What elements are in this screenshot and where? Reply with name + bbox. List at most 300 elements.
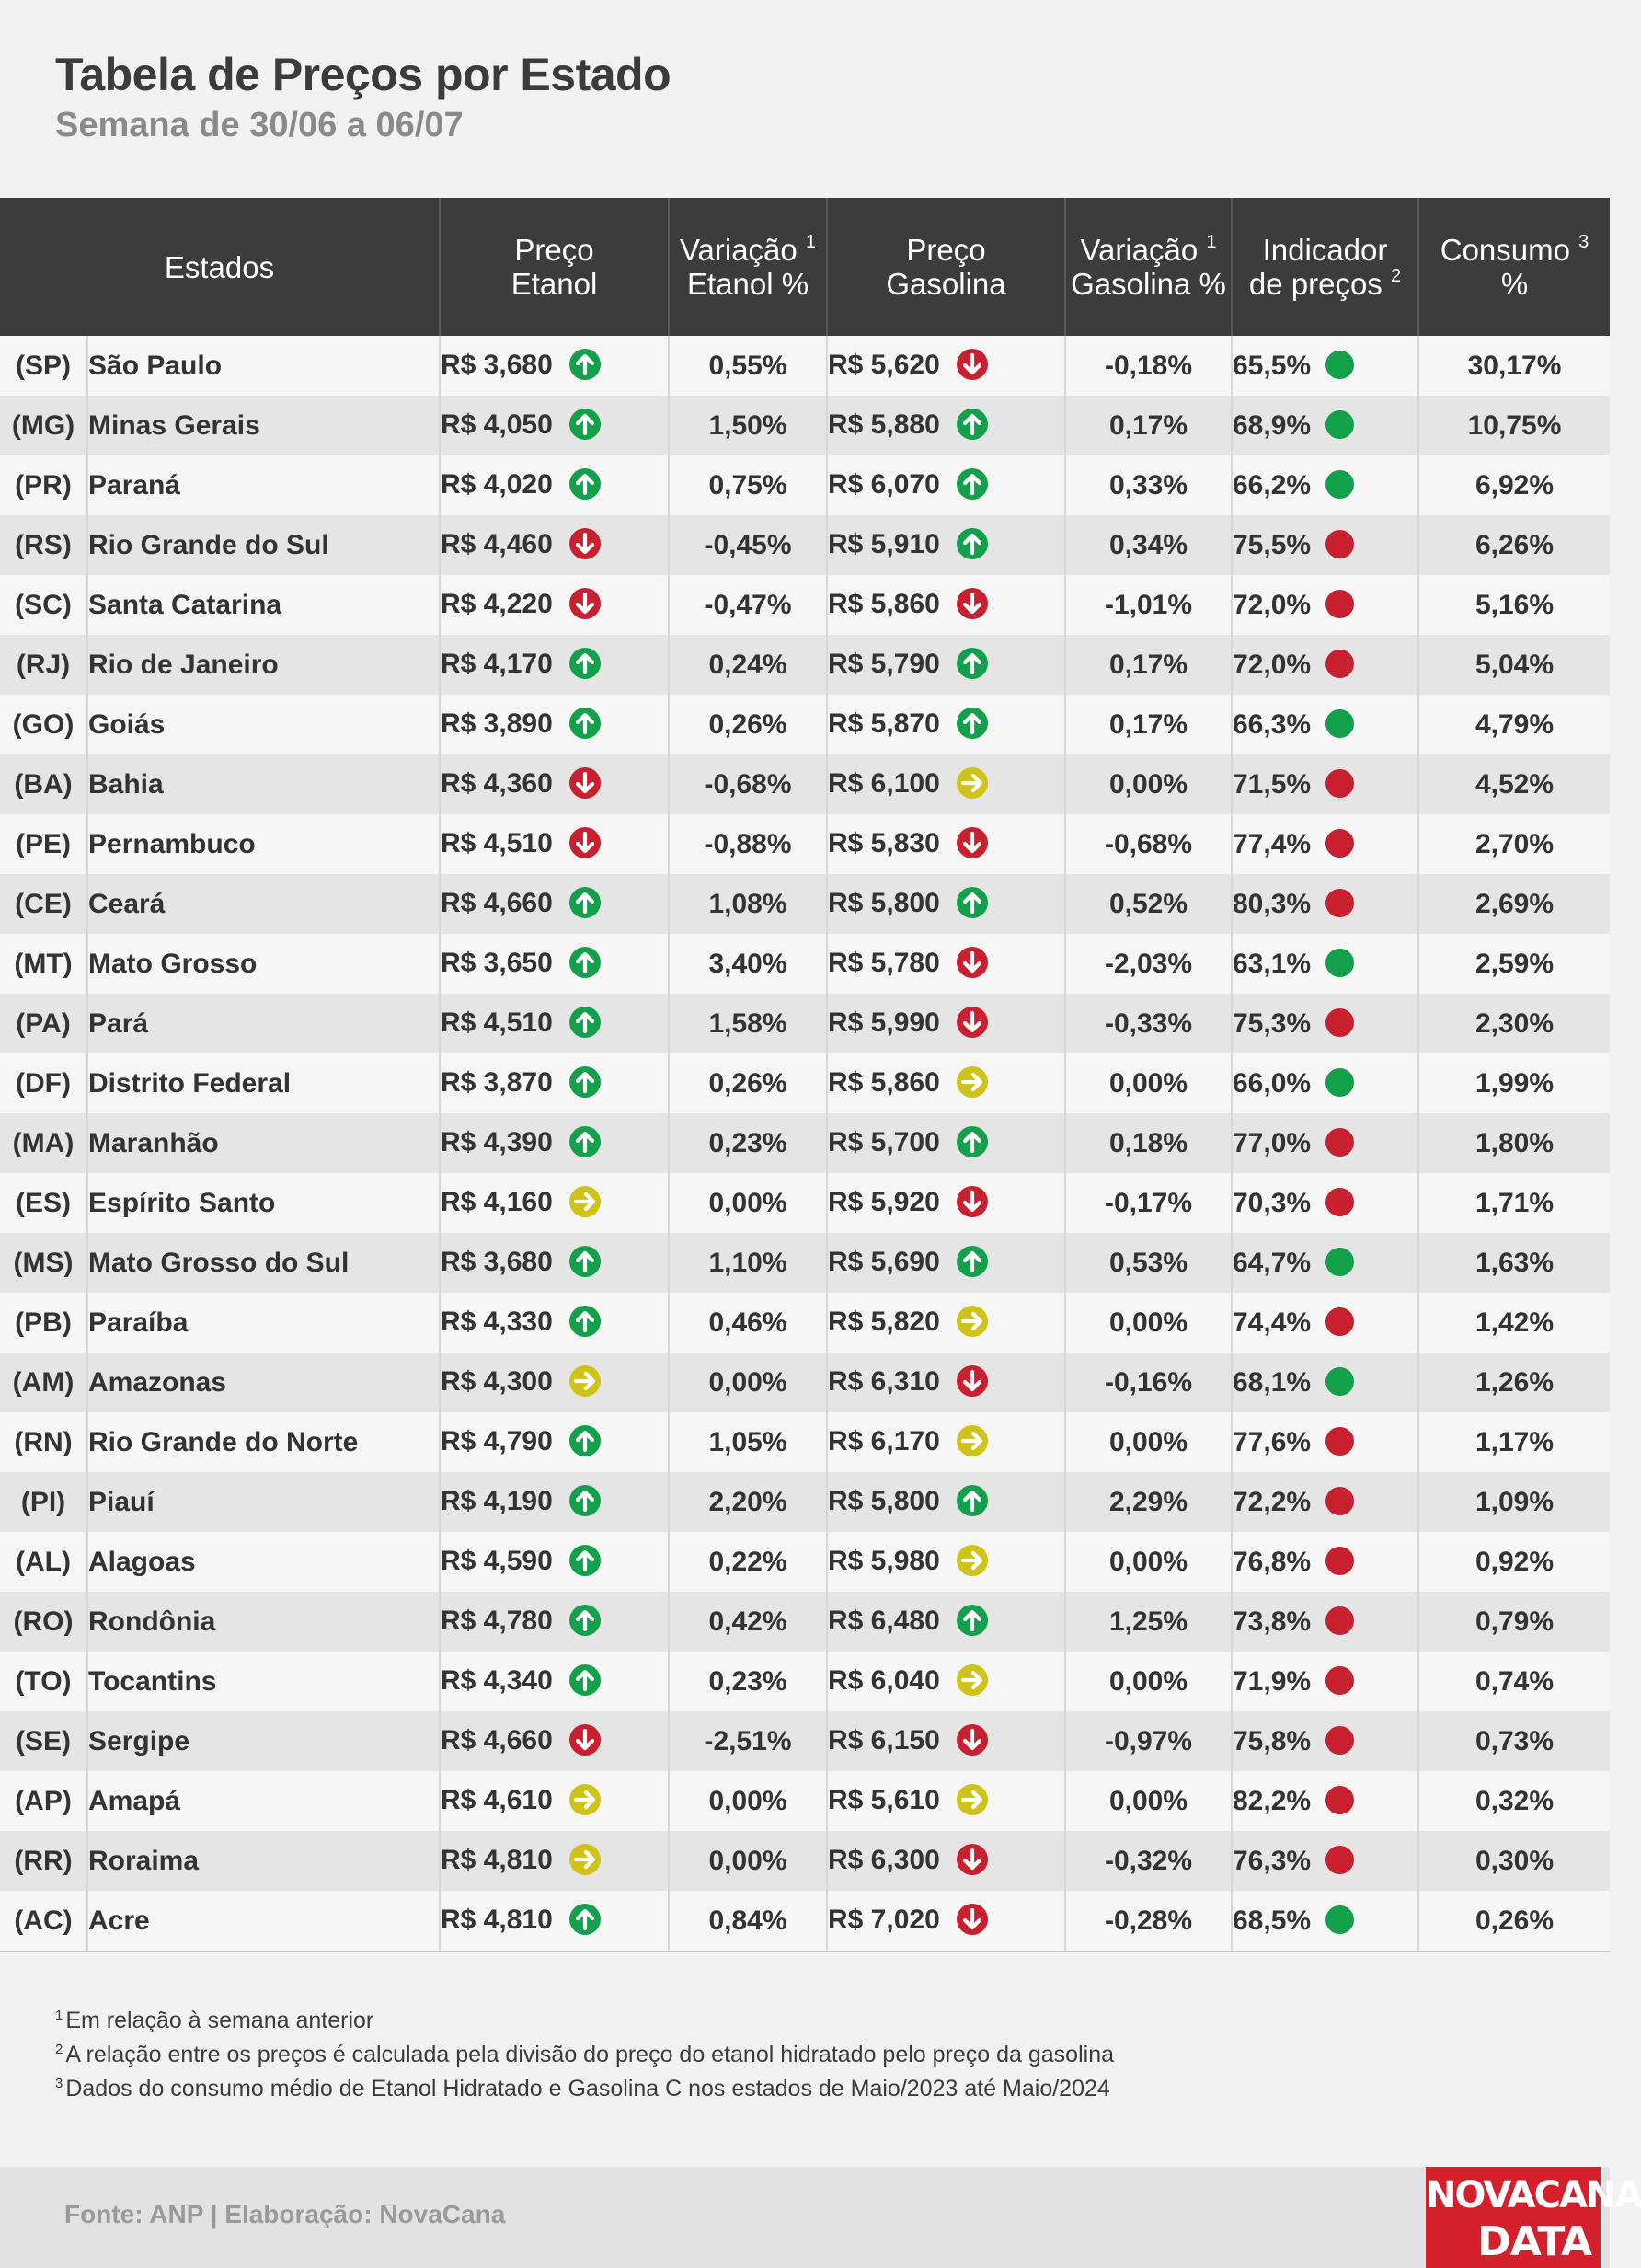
state-name: Alagoas bbox=[87, 1532, 440, 1592]
ethanol-variation: 3,40% bbox=[669, 934, 827, 994]
gasoline-variation: 0,17% bbox=[1065, 695, 1232, 754]
status-dot-green-icon bbox=[1325, 1248, 1354, 1276]
gasoline-price-cell bbox=[827, 1233, 1065, 1293]
ethanol-price: R$ 4,050 bbox=[441, 409, 553, 440]
table-row bbox=[0, 1233, 1610, 1293]
price-indicator: 73,8% bbox=[1233, 1606, 1312, 1637]
gasoline-price: R$ 5,800 bbox=[828, 1485, 940, 1516]
price-indicator-cell bbox=[1232, 1293, 1418, 1353]
arrow-up-icon bbox=[569, 1306, 601, 1337]
gasoline-variation: 0,53% bbox=[1065, 1233, 1232, 1293]
consumption-share: 2,70% bbox=[1418, 814, 1610, 874]
state-code: (RO) bbox=[0, 1592, 87, 1652]
gasoline-price: R$ 5,860 bbox=[828, 1066, 940, 1098]
table-row bbox=[0, 1592, 1610, 1652]
arrow-down-icon bbox=[957, 1186, 988, 1217]
gasoline-price-cell bbox=[827, 1532, 1065, 1592]
price-indicator: 65,5% bbox=[1233, 350, 1312, 381]
gasoline-variation: 0,00% bbox=[1065, 1652, 1232, 1711]
arrow-up-icon bbox=[569, 947, 601, 978]
price-indicator-cell bbox=[1232, 396, 1418, 455]
consumption-share: 0,79% bbox=[1418, 1592, 1610, 1652]
ethanol-price-cell bbox=[440, 695, 669, 754]
gasoline-price-cell bbox=[827, 874, 1065, 934]
page-title: Tabela de Preços por Estado bbox=[55, 49, 671, 100]
source-credit: Fonte: ANP | Elaboração: NovaCana bbox=[64, 2200, 506, 2228]
ethanol-price: R$ 4,510 bbox=[441, 827, 553, 858]
price-indicator: 72,0% bbox=[1233, 649, 1312, 680]
gasoline-price: R$ 5,880 bbox=[828, 409, 940, 440]
table-row bbox=[0, 635, 1610, 695]
arrow-up-icon bbox=[957, 468, 988, 500]
ethanol-price-cell bbox=[440, 1353, 669, 1412]
state-name: Pará bbox=[87, 994, 440, 1053]
arrow-right-icon bbox=[957, 1545, 988, 1576]
price-indicator: 71,9% bbox=[1233, 1665, 1312, 1697]
ethanol-price: R$ 4,790 bbox=[441, 1425, 553, 1456]
price-indicator: 75,3% bbox=[1233, 1007, 1312, 1039]
price-indicator: 68,9% bbox=[1233, 409, 1312, 441]
state-name: Maranhão bbox=[87, 1113, 440, 1173]
arrow-up-icon bbox=[569, 1425, 601, 1456]
ethanol-price: R$ 4,160 bbox=[441, 1186, 553, 1217]
table-row bbox=[0, 1891, 1610, 1951]
state-name: Espírito Santo bbox=[87, 1173, 440, 1233]
ethanol-variation: 0,26% bbox=[669, 695, 827, 754]
state-name: Amapá bbox=[87, 1771, 440, 1831]
gasoline-price: R$ 5,920 bbox=[828, 1186, 940, 1217]
ethanol-price-cell bbox=[440, 1053, 669, 1113]
status-dot-green-icon bbox=[1325, 1367, 1354, 1396]
ethanol-price-cell bbox=[440, 635, 669, 695]
arrow-right-icon bbox=[569, 1186, 601, 1217]
price-indicator-cell bbox=[1232, 1592, 1418, 1652]
price-indicator-cell bbox=[1232, 1233, 1418, 1293]
gasoline-variation: 0,34% bbox=[1065, 515, 1232, 575]
price-indicator-cell bbox=[1232, 754, 1418, 814]
price-indicator-cell bbox=[1232, 934, 1418, 994]
price-indicator-cell bbox=[1232, 814, 1418, 874]
price-indicator: 66,3% bbox=[1233, 708, 1312, 740]
state-name: Minas Gerais bbox=[87, 396, 440, 455]
state-name: Amazonas bbox=[87, 1353, 440, 1412]
state-name: Paraná bbox=[87, 455, 440, 515]
gasoline-price-cell bbox=[827, 1771, 1065, 1831]
ethanol-variation: -0,68% bbox=[669, 754, 827, 814]
consumption-share: 1,17% bbox=[1418, 1412, 1610, 1472]
status-dot-red-icon bbox=[1325, 1606, 1354, 1635]
price-indicator-cell bbox=[1232, 1353, 1418, 1412]
arrow-up-icon bbox=[957, 1605, 988, 1636]
price-indicator-cell bbox=[1232, 1472, 1418, 1532]
consumption-share: 2,69% bbox=[1418, 874, 1610, 934]
gasoline-variation: 0,17% bbox=[1065, 396, 1232, 455]
ethanol-variation: 0,42% bbox=[669, 1592, 827, 1652]
gasoline-price: R$ 5,980 bbox=[828, 1545, 940, 1576]
arrow-down-icon bbox=[957, 588, 988, 619]
status-dot-red-icon bbox=[1325, 1726, 1354, 1755]
arrow-up-icon bbox=[569, 1904, 601, 1935]
state-code: (SC) bbox=[0, 575, 87, 635]
ethanol-variation: 1,50% bbox=[669, 396, 827, 455]
arrow-up-icon bbox=[569, 1126, 601, 1157]
consumption-share: 6,26% bbox=[1418, 515, 1610, 575]
gasoline-price: R$ 6,070 bbox=[828, 468, 940, 500]
arrow-down-icon bbox=[569, 1724, 601, 1756]
gasoline-price: R$ 5,820 bbox=[828, 1306, 940, 1337]
status-dot-red-icon bbox=[1325, 530, 1354, 558]
ethanol-price-cell bbox=[440, 1652, 669, 1711]
table-row bbox=[0, 1711, 1610, 1771]
footnote-1: $^1$ Em relação à semana anterior bbox=[55, 2008, 374, 2033]
arrow-up-icon bbox=[569, 1545, 601, 1576]
novacana-data-logo: NOVACANA DATA bbox=[1426, 2167, 1601, 2268]
price-indicator: 72,0% bbox=[1233, 589, 1312, 620]
status-dot-red-icon bbox=[1325, 1666, 1354, 1695]
table-row bbox=[0, 455, 1610, 515]
state-code: (MS) bbox=[0, 1233, 87, 1293]
table-row bbox=[0, 934, 1610, 994]
gasoline-price: R$ 5,620 bbox=[828, 349, 940, 380]
gasoline-price-cell bbox=[827, 1173, 1065, 1233]
state-code: (AM) bbox=[0, 1353, 87, 1412]
header-state: Estados bbox=[0, 198, 440, 336]
state-name: Distrito Federal bbox=[87, 1053, 440, 1113]
price-indicator-cell bbox=[1232, 336, 1418, 396]
gasoline-variation: 0,00% bbox=[1065, 1053, 1232, 1113]
arrow-right-icon bbox=[569, 1784, 601, 1815]
table-row bbox=[0, 1173, 1610, 1233]
state-code: (MA) bbox=[0, 1113, 87, 1173]
status-dot-green-icon bbox=[1325, 351, 1354, 379]
state-code: (RJ) bbox=[0, 635, 87, 695]
consumption-share: 1,63% bbox=[1418, 1233, 1610, 1293]
ethanol-price-cell bbox=[440, 396, 669, 455]
gasoline-variation: 0,00% bbox=[1065, 1293, 1232, 1353]
gasoline-price: R$ 7,020 bbox=[828, 1904, 940, 1935]
state-code: (PA) bbox=[0, 994, 87, 1053]
state-code: (PR) bbox=[0, 455, 87, 515]
gasoline-price: R$ 5,690 bbox=[828, 1246, 940, 1277]
gasoline-price: R$ 5,610 bbox=[828, 1784, 940, 1815]
status-dot-green-icon bbox=[1325, 949, 1354, 977]
ethanol-price-cell bbox=[440, 1891, 669, 1951]
price-indicator: 77,6% bbox=[1233, 1426, 1312, 1457]
gasoline-price: R$ 5,860 bbox=[828, 588, 940, 619]
gasoline-price: R$ 6,310 bbox=[828, 1365, 940, 1397]
state-code: (ES) bbox=[0, 1173, 87, 1233]
arrow-right-icon bbox=[957, 1784, 988, 1815]
state-code: (DF) bbox=[0, 1053, 87, 1113]
gasoline-price: R$ 5,830 bbox=[828, 827, 940, 858]
table-header-row bbox=[0, 198, 1610, 336]
footnotes bbox=[55, 2004, 1114, 2106]
state-code: (CE) bbox=[0, 874, 87, 934]
consumption-share: 1,42% bbox=[1418, 1293, 1610, 1353]
status-dot-red-icon bbox=[1325, 1547, 1354, 1575]
table-row bbox=[0, 1412, 1610, 1472]
state-name: Rondônia bbox=[87, 1592, 440, 1652]
price-indicator-cell bbox=[1232, 575, 1418, 635]
ethanol-price-cell bbox=[440, 814, 669, 874]
gasoline-variation: 2,29% bbox=[1065, 1472, 1232, 1532]
table-row bbox=[0, 1293, 1610, 1353]
table-row bbox=[0, 396, 1610, 455]
arrow-right-icon bbox=[569, 1365, 601, 1397]
header-consumption: Consumo $^3$ % bbox=[1418, 198, 1610, 336]
price-indicator: 66,2% bbox=[1233, 469, 1312, 501]
consumption-share: 2,59% bbox=[1418, 934, 1610, 994]
gasoline-price-cell bbox=[827, 455, 1065, 515]
header-ethanol-variation: Variação $^1$ Etanol % bbox=[669, 198, 827, 336]
gasoline-price: R$ 5,790 bbox=[828, 648, 940, 679]
state-code: (PB) bbox=[0, 1293, 87, 1353]
arrow-up-icon bbox=[957, 1246, 988, 1277]
ethanol-price-cell bbox=[440, 1711, 669, 1771]
arrow-down-icon bbox=[569, 827, 601, 858]
gasoline-variation: 0,00% bbox=[1065, 1412, 1232, 1472]
state-code: (MG) bbox=[0, 396, 87, 455]
gasoline-variation: -0,33% bbox=[1065, 994, 1232, 1053]
status-dot-red-icon bbox=[1325, 1307, 1354, 1336]
ethanol-price-cell bbox=[440, 1293, 669, 1353]
state-code: (GO) bbox=[0, 695, 87, 754]
ethanol-price: R$ 4,190 bbox=[441, 1485, 553, 1516]
state-name: Paraíba bbox=[87, 1293, 440, 1353]
table-row bbox=[0, 1532, 1610, 1592]
ethanol-variation: -0,88% bbox=[669, 814, 827, 874]
arrow-up-icon bbox=[957, 1485, 988, 1516]
table-row bbox=[0, 515, 1610, 575]
state-name: Bahia bbox=[87, 754, 440, 814]
ethanol-price: R$ 4,340 bbox=[441, 1664, 553, 1696]
arrow-right-icon bbox=[957, 767, 988, 799]
gasoline-variation: 1,25% bbox=[1065, 1592, 1232, 1652]
consumption-share: 0,92% bbox=[1418, 1532, 1610, 1592]
price-indicator-cell bbox=[1232, 515, 1418, 575]
ethanol-price: R$ 4,460 bbox=[441, 528, 553, 559]
ethanol-price: R$ 4,300 bbox=[441, 1365, 553, 1397]
gasoline-price: R$ 5,870 bbox=[828, 708, 940, 739]
consumption-share: 0,30% bbox=[1418, 1831, 1610, 1891]
table-row bbox=[0, 695, 1610, 754]
price-indicator-cell bbox=[1232, 1412, 1418, 1472]
consumption-share: 2,30% bbox=[1418, 994, 1610, 1053]
ethanol-variation: -2,51% bbox=[669, 1711, 827, 1771]
ethanol-price-cell bbox=[440, 575, 669, 635]
ethanol-variation: 0,00% bbox=[669, 1771, 827, 1831]
ethanol-price-cell bbox=[440, 1771, 669, 1831]
ethanol-variation: 0,23% bbox=[669, 1652, 827, 1711]
gasoline-variation: -1,01% bbox=[1065, 575, 1232, 635]
gasoline-price-cell bbox=[827, 1353, 1065, 1412]
arrow-right-icon bbox=[569, 1844, 601, 1875]
gasoline-variation: 0,00% bbox=[1065, 1532, 1232, 1592]
arrow-up-icon bbox=[957, 528, 988, 559]
gasoline-variation: 0,17% bbox=[1065, 635, 1232, 695]
table-body bbox=[0, 336, 1610, 1951]
ethanol-price-cell bbox=[440, 1831, 669, 1891]
consumption-share: 0,73% bbox=[1418, 1711, 1610, 1771]
consumption-share: 0,74% bbox=[1418, 1652, 1610, 1711]
gasoline-variation: 0,00% bbox=[1065, 754, 1232, 814]
state-name: Rio Grande do Norte bbox=[87, 1412, 440, 1472]
ethanol-variation: 0,55% bbox=[669, 336, 827, 396]
gasoline-variation: -2,03% bbox=[1065, 934, 1232, 994]
arrow-up-icon bbox=[569, 1485, 601, 1516]
ethanol-variation: 0,75% bbox=[669, 455, 827, 515]
price-indicator-cell bbox=[1232, 455, 1418, 515]
arrow-up-icon bbox=[957, 708, 988, 739]
gasoline-price-cell bbox=[827, 1472, 1065, 1532]
price-indicator-cell bbox=[1232, 1891, 1418, 1951]
arrow-up-icon bbox=[957, 1126, 988, 1157]
status-dot-red-icon bbox=[1325, 590, 1354, 618]
ethanol-price: R$ 4,220 bbox=[441, 588, 553, 619]
ethanol-variation: 0,46% bbox=[669, 1293, 827, 1353]
state-code: (MT) bbox=[0, 934, 87, 994]
state-name: Roraima bbox=[87, 1831, 440, 1891]
ethanol-price: R$ 4,810 bbox=[441, 1904, 553, 1935]
gasoline-price-cell bbox=[827, 1113, 1065, 1173]
gasoline-price: R$ 5,990 bbox=[828, 1007, 940, 1038]
status-dot-red-icon bbox=[1325, 769, 1354, 798]
price-indicator: 71,5% bbox=[1233, 768, 1312, 800]
header-gasoline-price: Preço Gasolina bbox=[827, 198, 1065, 336]
state-code: (RS) bbox=[0, 515, 87, 575]
ethanol-variation: 0,24% bbox=[669, 635, 827, 695]
ethanol-price: R$ 3,650 bbox=[441, 947, 553, 978]
ethanol-variation: 1,08% bbox=[669, 874, 827, 934]
arrow-up-icon bbox=[569, 648, 601, 679]
ethanol-variation: -0,45% bbox=[669, 515, 827, 575]
price-indicator: 82,2% bbox=[1233, 1785, 1312, 1816]
consumption-share: 1,26% bbox=[1418, 1353, 1610, 1412]
ethanol-price: R$ 3,890 bbox=[441, 708, 553, 739]
ethanol-price-cell bbox=[440, 515, 669, 575]
ethanol-variation: 0,23% bbox=[669, 1113, 827, 1173]
ethanol-price-cell bbox=[440, 1412, 669, 1472]
price-indicator: 77,0% bbox=[1233, 1127, 1312, 1158]
ethanol-variation: 0,00% bbox=[669, 1353, 827, 1412]
table-row bbox=[0, 1472, 1610, 1532]
ethanol-variation: 1,10% bbox=[669, 1233, 827, 1293]
price-indicator: 75,5% bbox=[1233, 529, 1312, 560]
arrow-up-icon bbox=[569, 409, 601, 440]
ethanol-price-cell bbox=[440, 1592, 669, 1652]
state-name: Santa Catarina bbox=[87, 575, 440, 635]
state-name: São Paulo bbox=[87, 336, 440, 396]
ethanol-price: R$ 4,170 bbox=[441, 648, 553, 679]
ethanol-price-cell bbox=[440, 1532, 669, 1592]
arrow-right-icon bbox=[957, 1664, 988, 1696]
price-indicator: 76,8% bbox=[1233, 1546, 1312, 1577]
ethanol-price: R$ 4,590 bbox=[441, 1545, 553, 1576]
gasoline-price: R$ 5,910 bbox=[828, 528, 940, 559]
price-indicator-cell bbox=[1232, 1831, 1418, 1891]
state-name: Pernambuco bbox=[87, 814, 440, 874]
ethanol-price: R$ 4,660 bbox=[441, 887, 553, 918]
gasoline-variation: -0,97% bbox=[1065, 1711, 1232, 1771]
gasoline-price-cell bbox=[827, 336, 1065, 396]
state-code: (SE) bbox=[0, 1711, 87, 1771]
footnote-3: $^3$ Dados do consumo médio de Etanol Hidratado e Gasolina C nos estados de Maio/2023 até Maio/2024 bbox=[55, 2076, 1110, 2101]
table-bottom-divider bbox=[0, 1951, 1610, 1952]
ethanol-price: R$ 4,810 bbox=[441, 1844, 553, 1875]
gasoline-price-cell bbox=[827, 575, 1065, 635]
arrow-up-icon bbox=[957, 409, 988, 440]
consumption-share: 1,71% bbox=[1418, 1173, 1610, 1233]
gasoline-price-cell bbox=[827, 1293, 1065, 1353]
price-indicator: 76,3% bbox=[1233, 1845, 1312, 1876]
gasoline-price: R$ 6,300 bbox=[828, 1844, 940, 1875]
arrow-down-icon bbox=[569, 767, 601, 799]
price-indicator-cell bbox=[1232, 1771, 1418, 1831]
table-row bbox=[0, 994, 1610, 1053]
ethanol-price-cell bbox=[440, 336, 669, 396]
state-code: (AP) bbox=[0, 1771, 87, 1831]
arrow-down-icon bbox=[957, 1844, 988, 1875]
state-code: (AL) bbox=[0, 1532, 87, 1592]
consumption-share: 30,17% bbox=[1418, 336, 1610, 396]
consumption-share: 1,80% bbox=[1418, 1113, 1610, 1173]
consumption-share: 6,92% bbox=[1418, 455, 1610, 515]
gasoline-variation: -0,68% bbox=[1065, 814, 1232, 874]
header-price-indicator: Indicador de preços $^2$ bbox=[1232, 198, 1418, 336]
arrow-up-icon bbox=[569, 1066, 601, 1098]
price-indicator: 74,4% bbox=[1233, 1307, 1312, 1338]
gasoline-price: R$ 6,480 bbox=[828, 1605, 940, 1636]
price-indicator-cell bbox=[1232, 994, 1418, 1053]
arrow-right-icon bbox=[957, 1066, 988, 1098]
state-name: Rio de Janeiro bbox=[87, 635, 440, 695]
state-code: (RR) bbox=[0, 1831, 87, 1891]
consumption-share: 0,26% bbox=[1418, 1891, 1610, 1951]
arrow-up-icon bbox=[569, 1664, 601, 1696]
gasoline-price-cell bbox=[827, 1831, 1065, 1891]
price-indicator: 75,8% bbox=[1233, 1725, 1312, 1756]
ethanol-price-cell bbox=[440, 1472, 669, 1532]
state-name: Acre bbox=[87, 1891, 440, 1951]
ethanol-price-cell bbox=[440, 994, 669, 1053]
status-dot-green-icon bbox=[1325, 470, 1354, 499]
ethanol-price: R$ 3,680 bbox=[441, 1246, 553, 1277]
ethanol-price: R$ 4,020 bbox=[441, 468, 553, 500]
state-code: (AC) bbox=[0, 1891, 87, 1951]
consumption-share: 5,04% bbox=[1418, 635, 1610, 695]
arrow-down-icon bbox=[569, 588, 601, 619]
ethanol-price: R$ 4,610 bbox=[441, 1784, 553, 1815]
price-indicator: 77,4% bbox=[1233, 828, 1312, 859]
state-name: Ceará bbox=[87, 874, 440, 934]
arrow-down-icon bbox=[957, 1904, 988, 1935]
ethanol-price-cell bbox=[440, 1113, 669, 1173]
arrow-right-icon bbox=[957, 1425, 988, 1456]
status-dot-red-icon bbox=[1325, 1008, 1354, 1037]
arrow-up-icon bbox=[569, 349, 601, 380]
gasoline-variation: 0,33% bbox=[1065, 455, 1232, 515]
arrow-down-icon bbox=[957, 827, 988, 858]
ethanol-price: R$ 3,680 bbox=[441, 349, 553, 380]
gasoline-price-cell bbox=[827, 934, 1065, 994]
footnote-2: $^2$ A relação entre os preços é calculada pela divisão do preço do etanol hidratado pelo preço da gasolina bbox=[55, 2042, 1115, 2067]
status-dot-green-icon bbox=[1325, 709, 1354, 738]
ethanol-variation: 0,22% bbox=[669, 1532, 827, 1592]
header-ethanol-price: Preço Etanol bbox=[440, 198, 669, 336]
state-name: Piauí bbox=[87, 1472, 440, 1532]
gasoline-variation: -0,16% bbox=[1065, 1353, 1232, 1412]
ethanol-variation: 0,26% bbox=[669, 1053, 827, 1113]
